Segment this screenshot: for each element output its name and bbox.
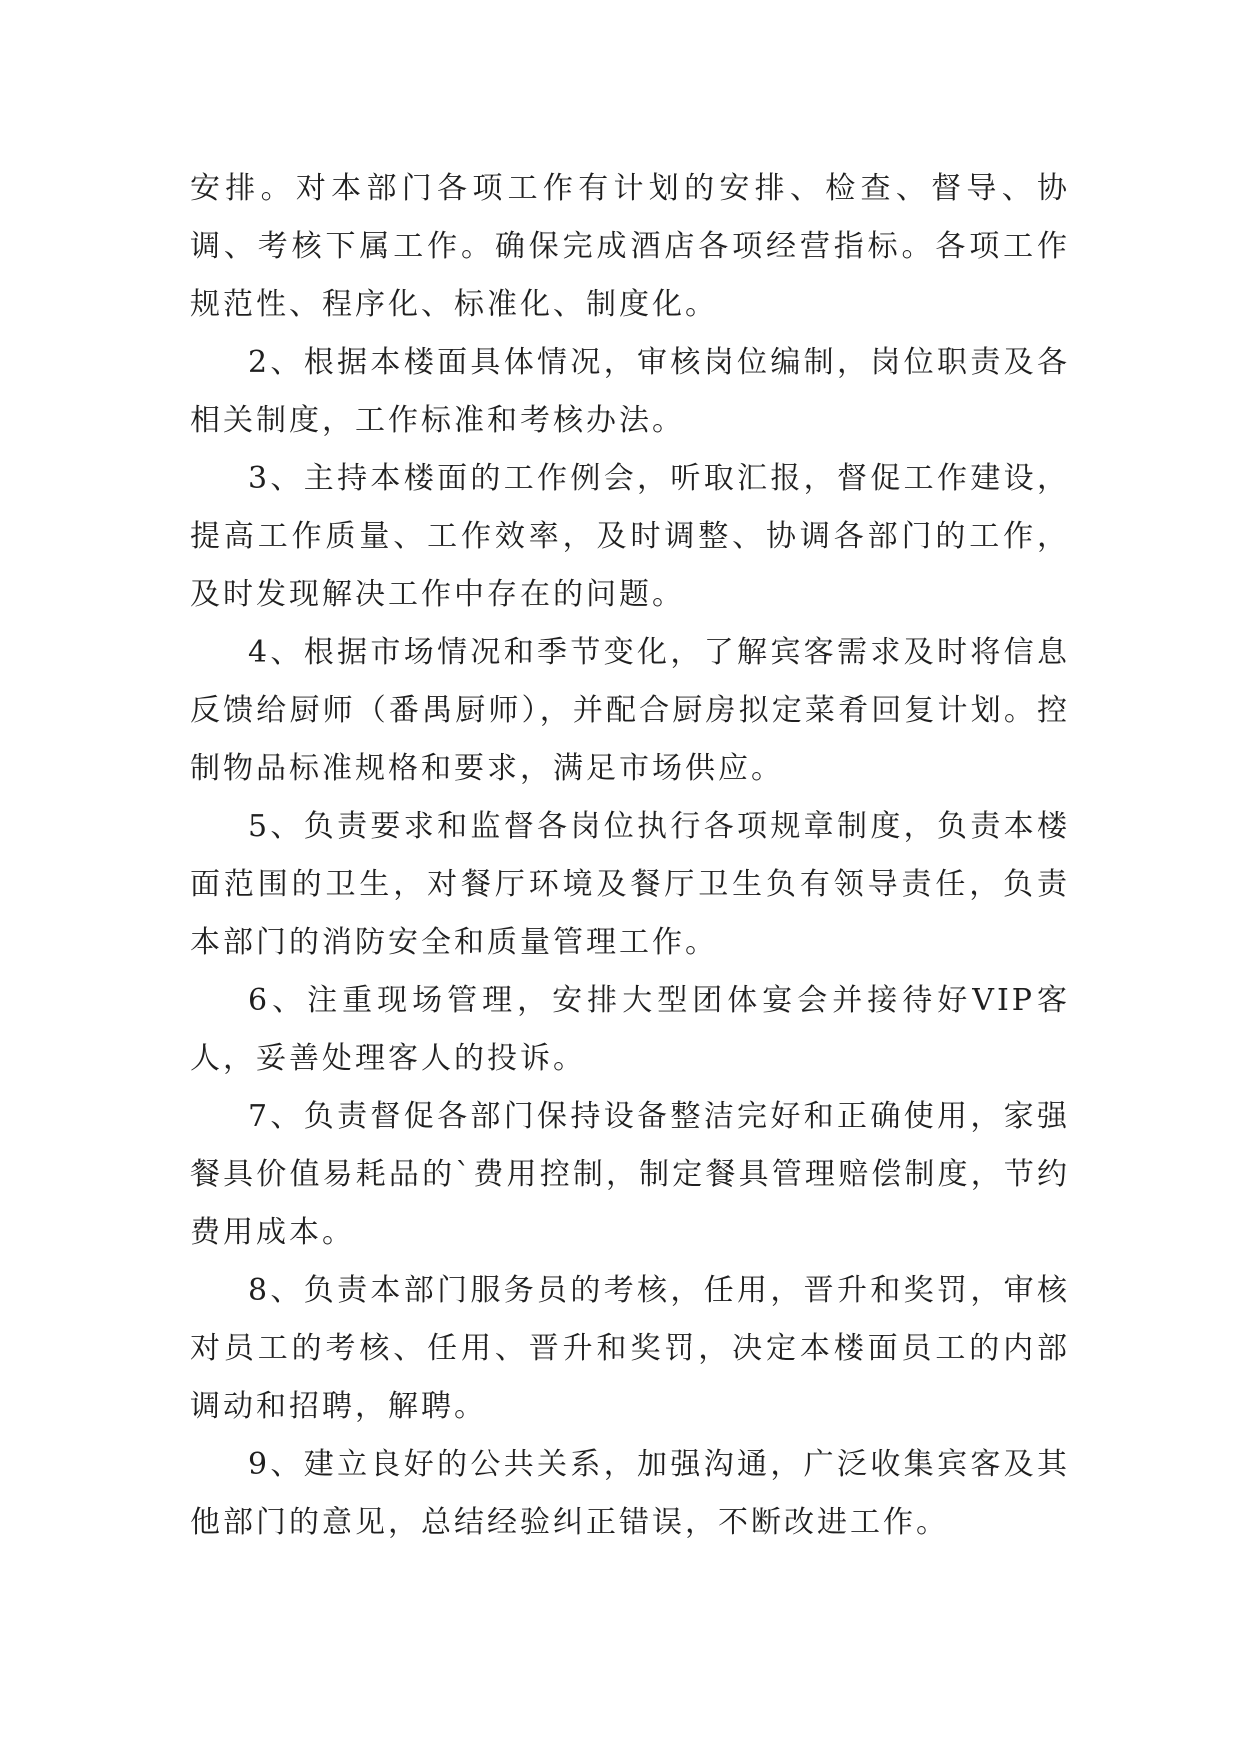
document-body [190, 160, 1070, 1552]
paragraph-item-2: 2、根据本楼面具体情况，审核岗位编制，岗位职责及各相关制度，工作标准和考核办法。 [190, 345, 1070, 438]
paragraph-item-7: 7、负责督促各部门保持设备整洁完好和正确使用，家强餐具价值易耗品的`费用控制，制定餐具管理赔偿制度，节约费用成本。 [190, 1099, 1070, 1250]
paragraph-continuation: 安排。对本部门各项工作有计划的安排、检查、督导、协调、考核下属工作。确保完成酒店各项经营指标。各项工作规范性、程序化、标准化、制度化。 [190, 171, 1070, 322]
paragraph-item-9: 9、建立良好的公共关系，加强沟通，广泛收集宾客及其他部门的意见，总结经验纠正错误，不断改进工作。 [190, 1447, 1070, 1540]
paragraph-item-3: 3、主持本楼面的工作例会，听取汇报，督促工作建设，提高工作质量、工作效率，及时调整、协调各部门的工作，及时发现解决工作中存在的问题。 [190, 461, 1070, 612]
paragraph-item-8: 8、负责本部门服务员的考核，任用，晋升和奖罚，审核对员工的考核、任用、晋升和奖罚，决定本楼面员工的内部调动和招聘，解聘。 [190, 1273, 1070, 1424]
paragraph-item-6: 6、注重现场管理，安排大型团体宴会并接待好VIP客人，妥善处理客人的投诉。 [190, 983, 1070, 1076]
paragraph-item-5: 5、负责要求和监督各岗位执行各项规章制度，负责本楼面范围的卫生，对餐厅环境及餐厅卫生负有领导责任，负责本部门的消防安全和质量管理工作。 [190, 809, 1070, 960]
paragraph-item-4: 4、根据市场情况和季节变化，了解宾客需求及时将信息反馈给厨师（番禺厨师），并配合厨房拟定菜肴回复计划。控制物品标准规格和要求，满足市场供应。 [190, 635, 1070, 786]
